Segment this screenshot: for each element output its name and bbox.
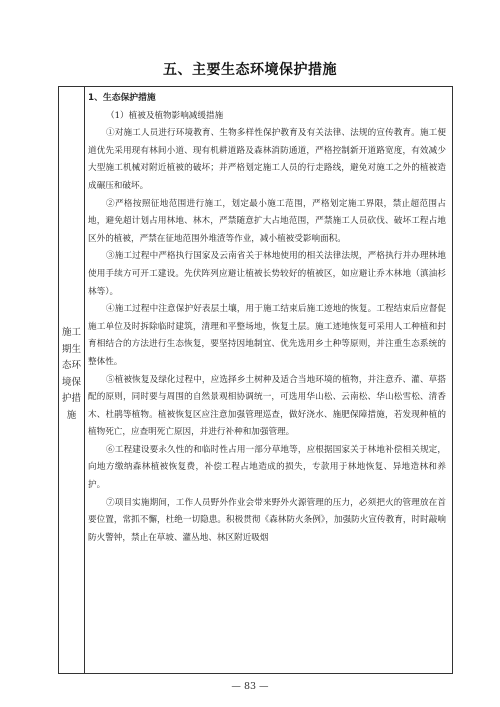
measure-paragraph: ⑦项目实施期间，工作人员野外作业会带来野外火源管理的压力，必须把火的管理放在首要位置，常抓不懈，杜绝一切隐患。积极贯彻《森林防火条例》，加强防火宣传教育，时时敲响防火警钟，禁止在草坡、灌丛地、林区附近吸烟 (88, 497, 446, 543)
measures-content (88, 90, 446, 547)
measure-paragraph: ②严格按照征地范围进行施工，划定最小施工范围，严格划定施工界限，禁止超范围占地，避免超计划占用林地、林木，严禁随意扩大占地范围，严禁施工人员砍伐、破坏工程占地区外的植被，严禁在征地范围外堆渣等作业，减小植被受影响面积。 (88, 198, 446, 244)
sub-heading: （1）植被及植物影响减缓措施 (106, 110, 224, 121)
category-cell (59, 87, 85, 673)
category-label: 施工期生态环境保护措施 (61, 327, 81, 421)
measure-paragraph: ④施工过程中注意保护好表层土壤，用于施工结束后施工迹地的恢复。工程结束后应督促施工单位及时拆除临时建筑，清理和平整场地，恢复土层。施工迹地恢复可采用人工种植和封育相结合的方法进行生态恢复，要坚持因地制宜、优先选用乡土种等原则，并注重生态系统的整体性。 (88, 304, 446, 367)
measure-paragraph: ⑥工程建设要永久性的和临时性占用一部分草地等，应根据国家关于林地补偿相关规定，向地方缴纳森林植被恢复费，补偿工程占地造成的损失，专款用于林地恢复、异地造林和养护。 (88, 444, 446, 491)
section-heading: 1、生态保护措施 (88, 93, 156, 103)
measure-paragraph: ⑤植被恢复及绿化过程中，应选择乡土树种及适合当地环境的植物，并注意乔、灌、草搭配的原则，同时要与周围的自然景观相协调统一，可选用华山松、云南松、华山松雪松、清香木、杜鹃等植物。植被恢复区应注意加强管理巡查，做好浇水、施肥保障措施，若发现种植的植物死亡，应查明死亡原因，并进行补种和加强管理。 (88, 374, 446, 438)
measure-paragraph: ①对施工人员进行环境教育、生物多样性保护教育及有关法律、法规的宣传教育。施工便道优先采用现有林间小道、现有机耕道路及森林消防通道，严格控制新开道路宽度，有效减少大型施工机械对附近植被的破坏；并严格划定施工人员的行走路线，避免对施工之外的植被造成碾压和破坏。 (88, 128, 446, 191)
measures-table (58, 86, 453, 674)
page-number: — 83 — (231, 681, 269, 692)
section-title: 五、主要生态环境保护措施 (163, 62, 337, 78)
measure-paragraph: ③施工过程中严格执行国家及云南省关于林地使用的相关法律法规，严格执行并办理林地使用手续方可开工建设。先伏阵列应避让植被长势较好的植被区，如应避让乔木林地（滇油杉林等）。 (88, 251, 446, 297)
